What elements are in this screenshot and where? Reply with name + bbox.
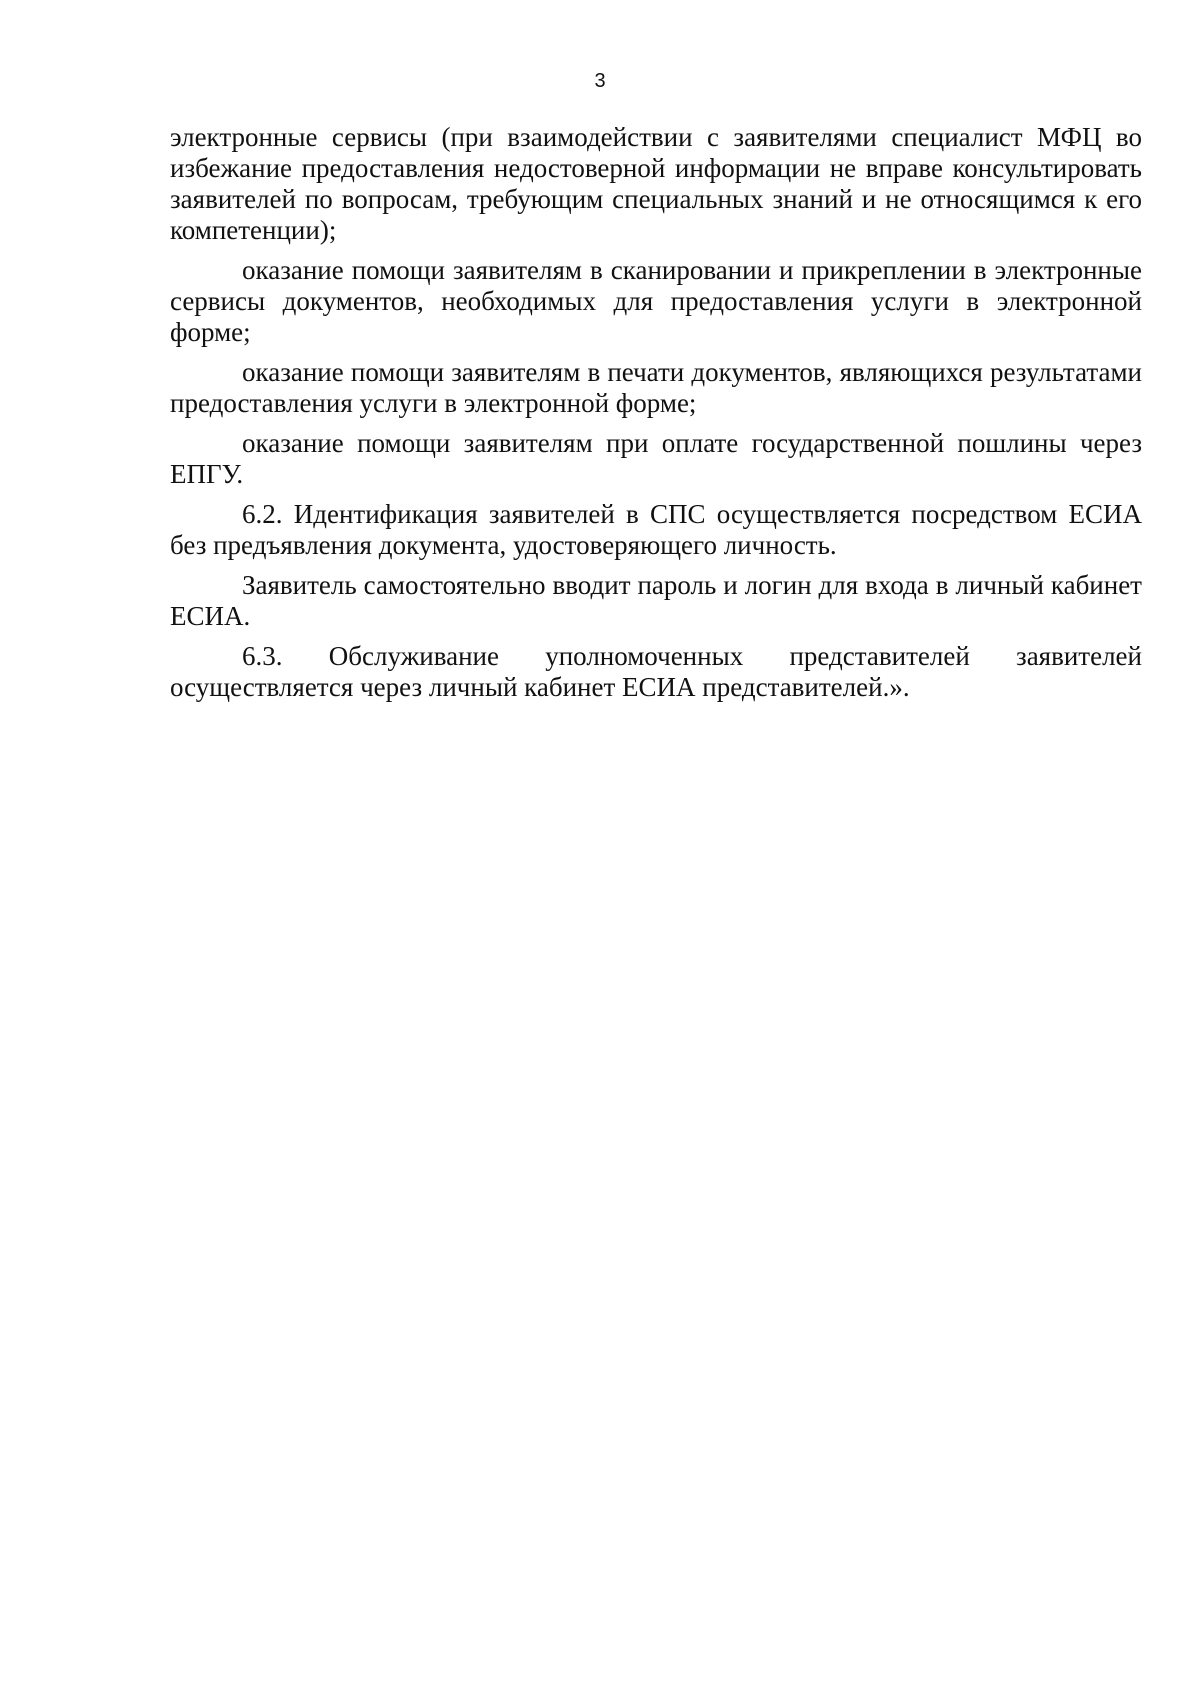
paragraph-identification: 6.2. Идентификация заявителей в СПС осуществляется посредством ЕСИА без предъявления документа, удостоверяющего личность. xyxy=(170,499,1142,560)
paragraph-electronic-services: электронные сервисы (при взаимодействии с заявителями специалист МФЦ во избежание предоставления недостоверной информации не вправе консультировать заявителей по вопросам, требующим специальных знаний и не относящимся к его компетенции); xyxy=(170,122,1142,245)
paragraph-scanning-help: оказание помощи заявителям в сканировании и прикреплении в электронные сервисы документов, необходимых для предоставления услуги в электронной форме; xyxy=(170,255,1142,347)
page-number: 3 xyxy=(594,70,606,92)
document-body xyxy=(170,122,1142,712)
paragraph-login: Заявитель самостоятельно вводит пароль и логин для входа в личный кабинет ЕСИА. xyxy=(170,570,1142,631)
paragraph-fee-payment-help: оказание помощи заявителям при оплате государственной пошлины через ЕПГУ. xyxy=(170,428,1142,489)
paragraph-representatives: 6.3. Обслуживание уполномоченных представителей заявителей осуществляется через личный кабинет ЕСИА представителей.». xyxy=(170,641,1142,702)
paragraph-printing-help: оказание помощи заявителям в печати документов, являющихся результатами предоставления услуги в электронной форме; xyxy=(170,357,1142,418)
